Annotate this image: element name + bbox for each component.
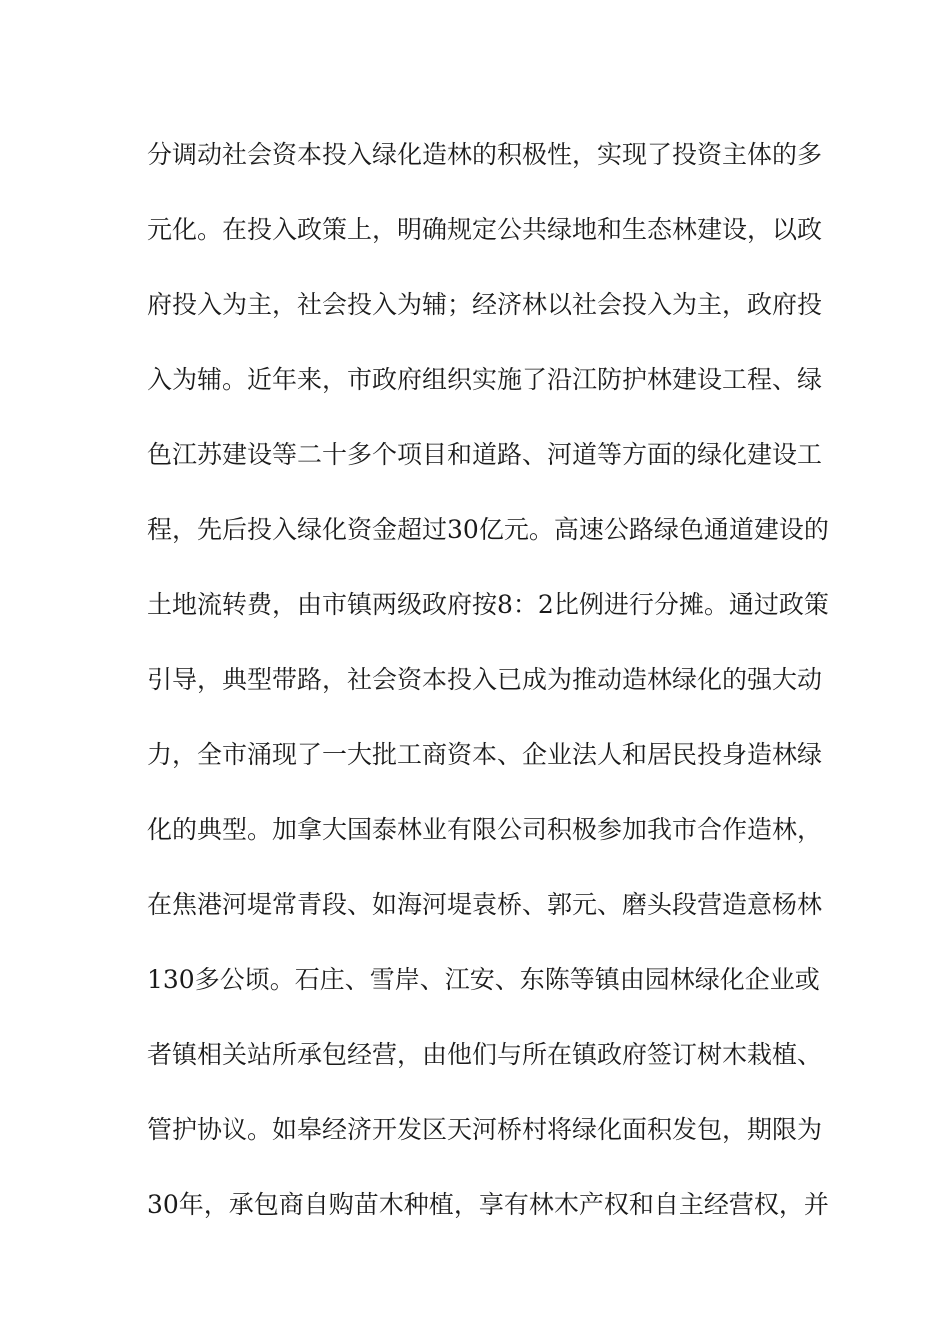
text-line: 土地流转费，由市镇两级政府按8：2比例进行分摊。通过政策 — [147, 590, 829, 619]
text-line: 引导，典型带路，社会资本投入已成为推动造林绿化的强大动 — [147, 665, 823, 694]
text-line: 力，全市涌现了一大批工商资本、企业法人和居民投身造林绿 — [147, 740, 823, 769]
text-line: 化的典型。加拿大国泰林业有限公司积极参加我市合作造林， — [147, 815, 823, 844]
text-line: 元化。在投入政策上，明确规定公共绿地和生态林建设，以政 — [147, 215, 823, 244]
text-line: 府投入为主，社会投入为辅；经济林以社会投入为主，政府投 — [147, 290, 823, 319]
text-line: 分调动社会资本投入绿化造林的积极性，实现了投资主体的多 — [147, 140, 823, 169]
text-line: 入为辅。近年来，市政府组织实施了沿江防护林建设工程、绿 — [147, 365, 823, 394]
text-line: 程，先后投入绿化资金超过30亿元。高速公路绿色通道建设的 — [147, 515, 829, 544]
text-line: 管护协议。如皋经济开发区天河桥村将绿化面积发包，期限为 — [147, 1115, 823, 1144]
text-line: 色江苏建设等二十多个项目和道路、河道等方面的绿化建设工 — [147, 440, 823, 469]
text-line: 30年，承包商自购苗木种植，享有林木产权和自主经营权，并 — [147, 1190, 829, 1219]
text-line: 在焦港河堤常青段、如海河堤袁桥、郭元、磨头段营造意杨林 — [147, 890, 823, 919]
body-text — [147, 130, 829, 1255]
text-line: 者镇相关站所承包经营，由他们与所在镇政府签订树木栽植、 — [147, 1040, 823, 1069]
text-line: 130多公顷。石庄、雪岸、江安、东陈等镇由园林绿化企业或 — [147, 965, 820, 994]
